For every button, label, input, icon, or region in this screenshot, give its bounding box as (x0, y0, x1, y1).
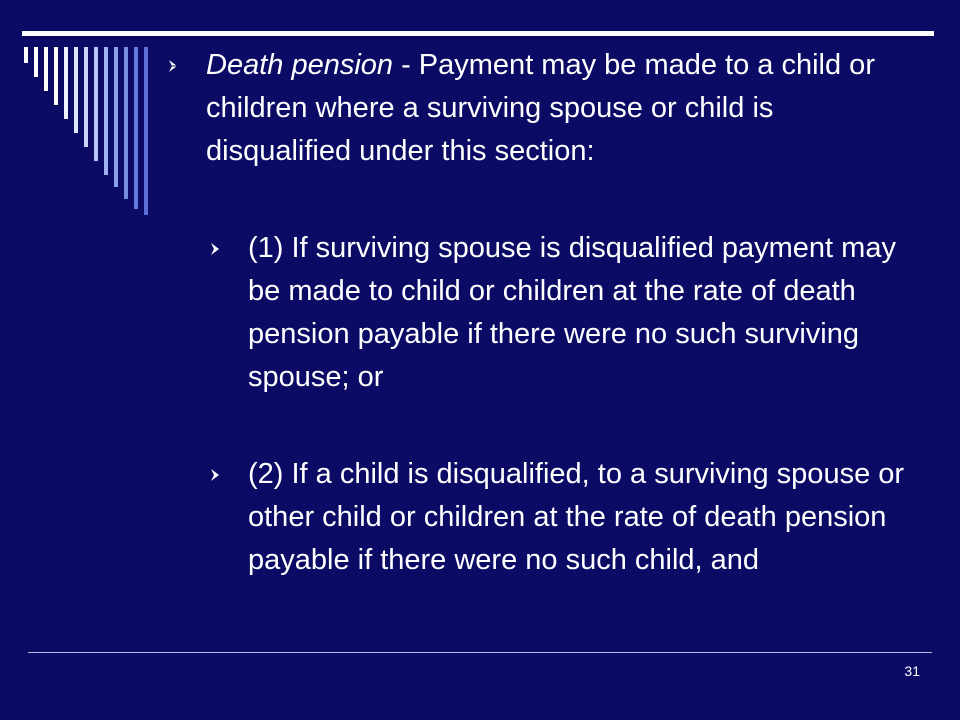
check-arrow-icon (168, 58, 184, 74)
page-number: 31 (904, 663, 920, 679)
bullet-text: (2) If a child is disqualified, to a surviving spouse or other child or children at the rate of death pension payable if there were no such child, and (248, 458, 905, 576)
bottom-divider-line (28, 652, 932, 653)
decorative-stripes (0, 0, 200, 260)
bullet-text: - Payment may be made to a child or children where a surviving spouse or child is disqualified under this section: (206, 49, 875, 167)
bullet-lead-italic: Death pension (206, 49, 394, 81)
bullet-subpoint-2 (248, 453, 928, 582)
check-arrow-icon (210, 241, 226, 257)
bullet-text: (1) If surviving spouse is disqualified payment may be made to child or children at the rate of death pension payable if there were no such surviving spouse; or (248, 232, 896, 393)
bullet-subpoint-1 (248, 227, 908, 399)
bullet-death-pension (206, 44, 906, 173)
check-arrow-icon (210, 467, 226, 483)
